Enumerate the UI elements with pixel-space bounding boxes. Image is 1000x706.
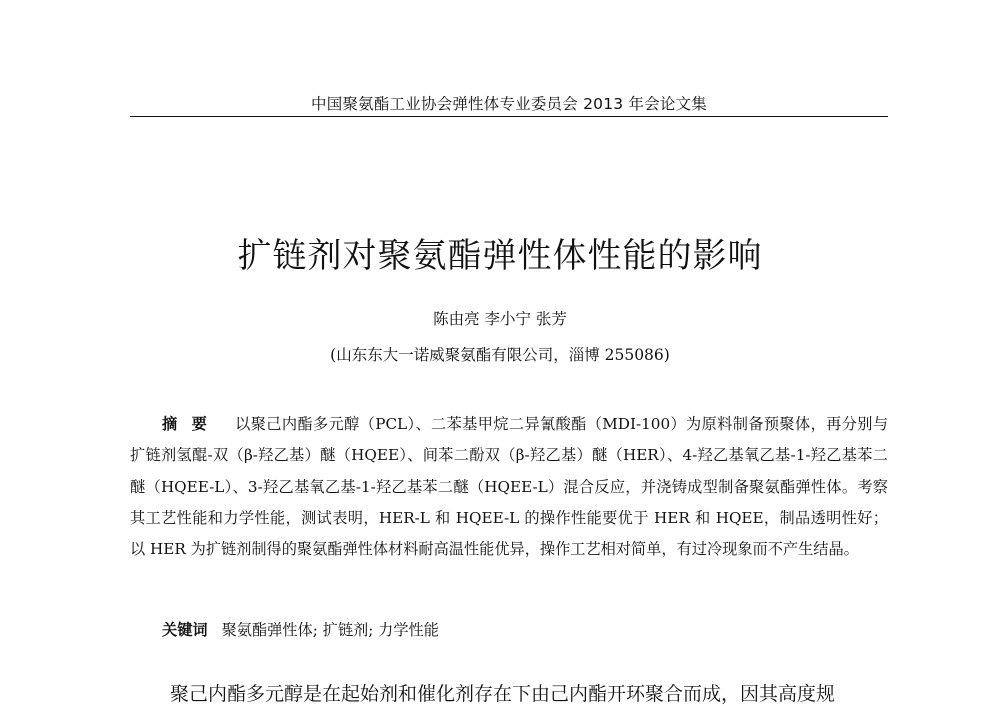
- affiliation: (山东东大一诺威聚氨酯有限公司，淄博 255086): [330, 346, 670, 364]
- abstract-text: 以聚己内酯多元醇（PCL）、二苯基甲烷二异氰酸酯（MDI-100）为原料制备预聚体，再分别与扩链剂氢醌-双（β-羟乙基）醚（HQEE）、间苯二酚双（β-羟乙基）醚（HER）、4-羟乙基氧乙基-1-羟乙基苯二醚（HQEE-L）、3-羟乙基氧乙基-1-羟乙基苯二醚（HQEE-L）混合反应，并浇铸成型制备聚氨酯弹性体。考察其工艺性能和力学性能，测试表明，HER-L 和 HQEE-L 的操作性能要优于 HER 和 HQEE，制品透明性好；以 HER 为扩链剂制得的聚氨酯弹性体材料耐高温性能优异，操作工艺相对简单，有过冷现象而不产生结晶。: [130, 415, 889, 559]
- paper-title: 扩链剂对聚氨酯弹性体性能的影响: [237, 236, 763, 276]
- body-paragraph: 聚己内酯多元醇是在起始剂和催化剂存在下由己内酯开环聚合而成，因其高度规: [170, 683, 836, 705]
- authors: 陈由亮 李小宁 张芳: [433, 310, 567, 328]
- abstract-label: 摘要: [162, 415, 222, 433]
- keywords-text: 聚氨酯弹性体; 扩链剂; 力学性能: [221, 621, 439, 639]
- keywords-label: 关键词: [162, 621, 208, 639]
- running-header: 中国聚氨酯工业协会弹性体专业委员会 2013 年会论文集: [311, 95, 707, 113]
- keywords: [162, 619, 439, 640]
- header-rule: [130, 116, 888, 117]
- abstract: [130, 409, 888, 565]
